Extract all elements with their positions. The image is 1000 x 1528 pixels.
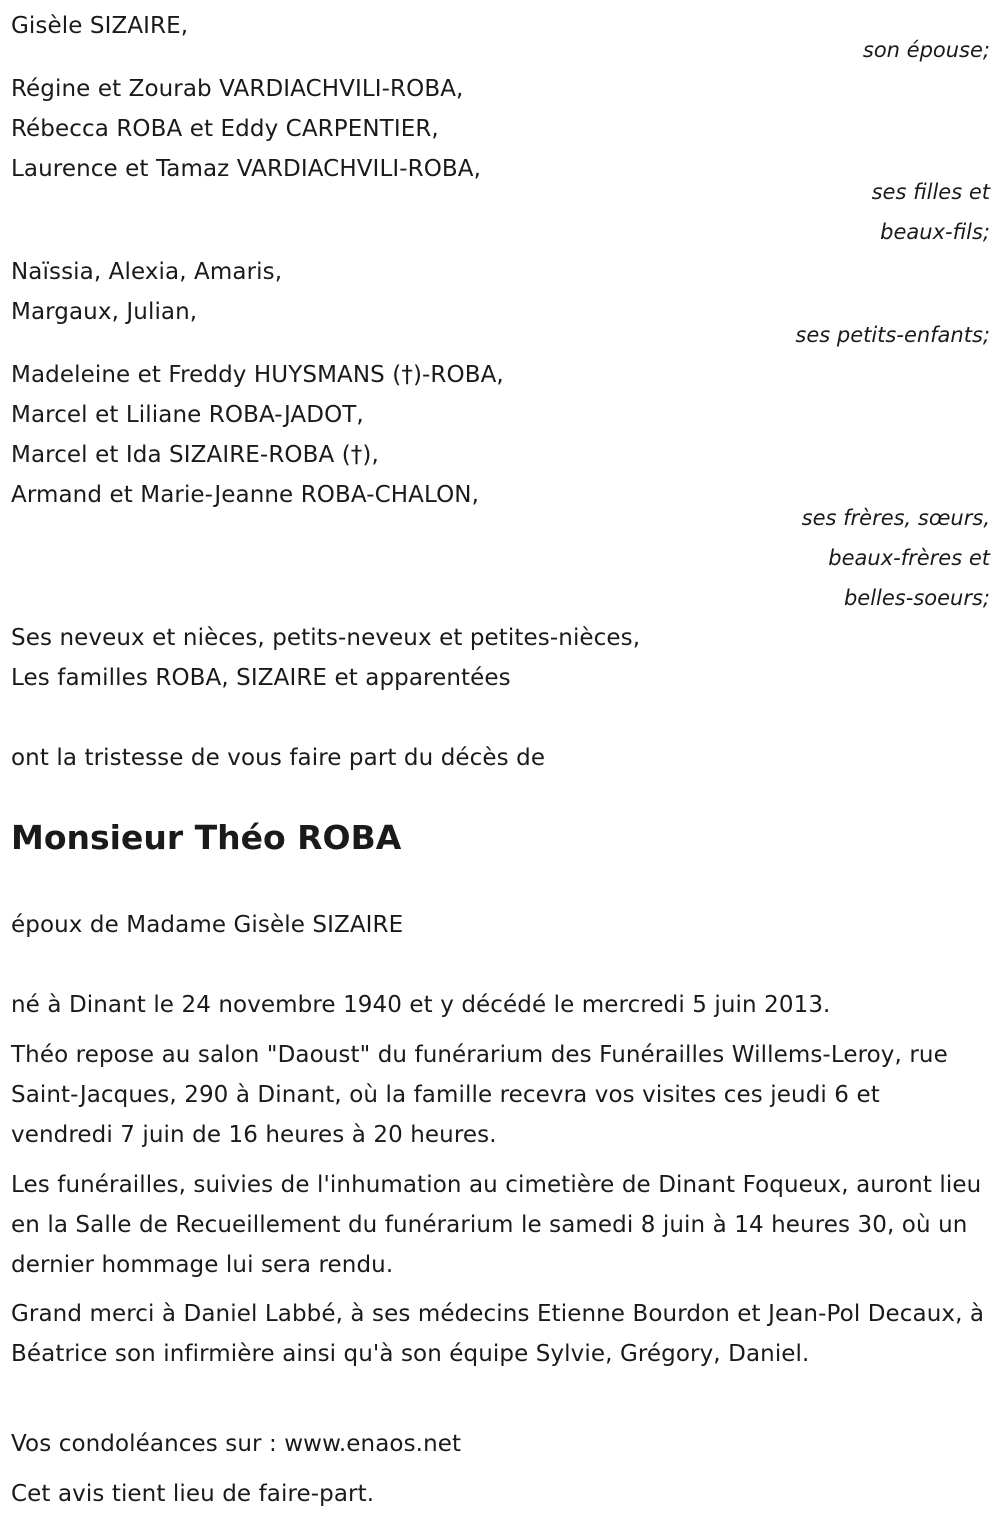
funeral-paragraph: Les funérailles, suivies de l'inhumation au cimetière de Dinant Foqueux, auront lieu en la Salle de Recueillement du funérarium le samedi 8 juin à 14 heures 30, où un dernier hommage lui sera rendu. xyxy=(11,1172,982,1278)
sibling-couple-1: Madeleine et Freddy HUYSMANS (†)-ROBA, xyxy=(11,362,504,388)
daughter-couple-1: Régine et Zourab VARDIACHVILI-ROBA, xyxy=(11,76,464,102)
siblings-role-line-2: beaux-frères et xyxy=(828,546,990,570)
visitation-paragraph: Théo repose au salon "Daoust" du funérarium des Funérailles Willems-Leroy, rue Saint-Jacques, 290 à Dinant, où la famille recevra vos visites ces jeudi 6 et vendredi 7 juin de 16 heures à 20 heures. xyxy=(11,1042,948,1148)
sibling-couple-4: Armand et Marie-Jeanne ROBA-CHALON, xyxy=(11,482,480,508)
sibling-couple-3: Marcel et Ida SIZAIRE-ROBA (†), xyxy=(11,442,379,468)
daughters-role-line-2: beaux-fils; xyxy=(880,220,990,244)
grandchildren-line-2: Margaux, Julian, xyxy=(11,299,198,325)
extended-family-block xyxy=(11,618,990,698)
grandchildren-role: ses petits-enfants; xyxy=(795,323,990,347)
spouse-name: Gisèle SIZAIRE, xyxy=(11,13,189,39)
daughters-block xyxy=(11,69,990,189)
siblings-role-line-3: belles-soeurs; xyxy=(843,586,990,610)
sibling-couple-2: Marcel et Liliane ROBA-JADOT, xyxy=(11,402,364,428)
thanks-paragraph: Grand merci à Daniel Labbé, à ses médecins Etienne Bourdon et Jean-Pol Decaux, à Béatrice son infirmière ainsi qu'à son équipe Sylvie, Grégory, Daniel. xyxy=(11,1301,985,1367)
siblings-block xyxy=(11,355,990,515)
birth-death-text: né à Dinant le 24 novembre 1940 et y décédé le mercredi 5 juin 2013. xyxy=(11,992,831,1018)
daughter-couple-3: Laurence et Tamaz VARDIACHVILI-ROBA, xyxy=(11,156,482,182)
siblings-role-line-1: ses frères, sœurs, xyxy=(801,506,990,530)
extended-family-line-1: Ses neveux et nièces, petits-neveux et petites-nièces, xyxy=(11,625,641,651)
deceased-name: Monsieur Théo ROBA xyxy=(11,818,402,857)
husband-of-text: époux de Madame Gisèle SIZAIRE xyxy=(11,912,404,938)
daughters-role-line-1: ses filles et xyxy=(871,180,990,204)
notice-text: Cet avis tient lieu de faire-part. xyxy=(11,1481,375,1507)
extended-family-line-2: Les familles ROBA, SIZAIRE et apparentées xyxy=(11,665,511,691)
condolences-text: Vos condoléances sur : www.enaos.net xyxy=(11,1431,462,1457)
grandchildren-line-1: Naïssia, Alexia, Amaris, xyxy=(11,259,283,285)
announcement-text: ont la tristesse de vous faire part du décès de xyxy=(11,745,546,771)
daughter-couple-2: Rébecca ROBA et Eddy CARPENTIER, xyxy=(11,116,439,142)
spouse-role: son épouse; xyxy=(862,38,990,62)
